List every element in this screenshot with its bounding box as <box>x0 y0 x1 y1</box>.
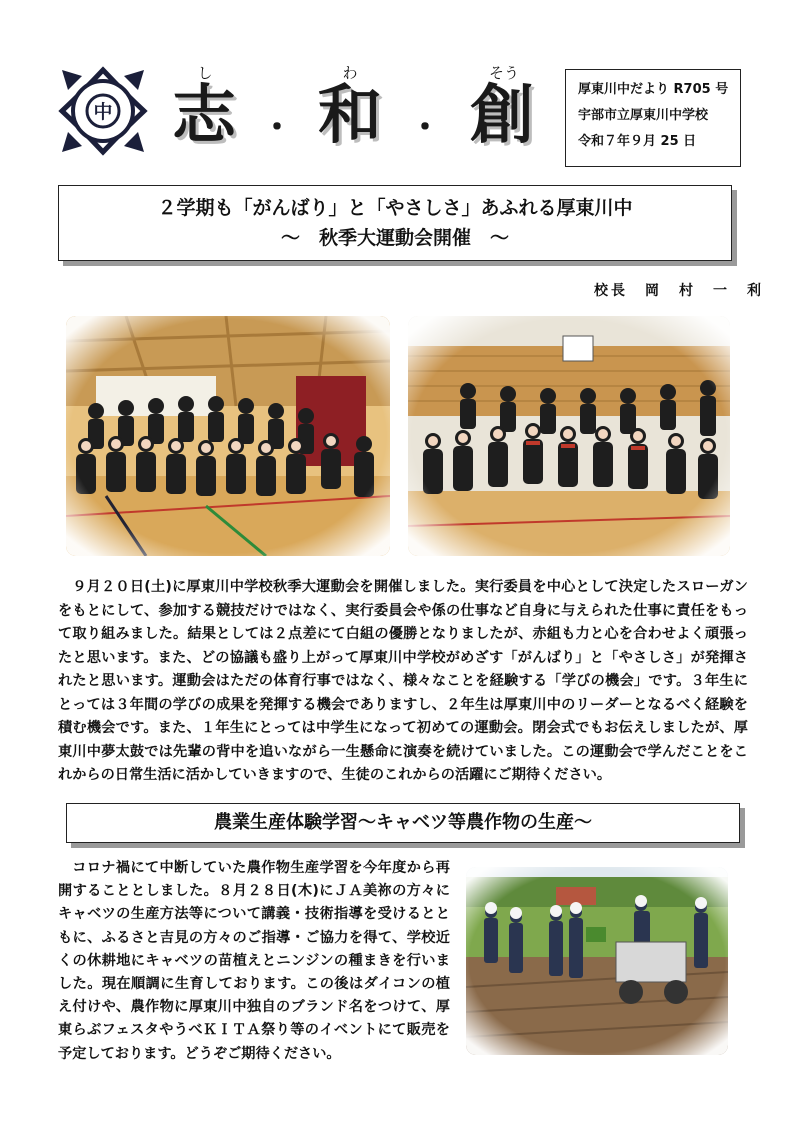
school-name: 宇部市立厚東川中学校 <box>578 108 709 123</box>
title-ruby-3: そう <box>488 64 519 82</box>
title-char-shi: 志 <box>172 78 236 153</box>
article-agriculture-body: コロナ禍にて中断していた農作物生産学習を今年度から再開することとしました。８月２８日(木)にＪＡ美祢の方々にキャベツの生産方法等について講義・技術指導を受けるとともに、ふるさと吉見の方々のご指導・ご協力を得て、学校近くの休耕地にキャベツの苗植えとニンジンの種まきを行いました。現在順調に生育しております。この後はダイコンの植え付けや、農作物に厚東川中独自のブランド名をつけて、厚東らぶフェスタやうべＫＩＴＡ祭り等のイベントにて販売を予定しております。どうぞご期待ください。 <box>58 860 450 1062</box>
emblem-char: 中 <box>93 101 113 123</box>
title-separator-2: ・ <box>408 108 442 148</box>
article-sports-day-body: ９月２０日(土)に厚東川中学校秋季大運動会を開催しました。実行委員を中心として決定したスローガンをもとにして、参加する競技だけではなく、実行委員会や係の仕事など自身に与えられた仕事に責任をもって取り組みました。結果としては２点差にて白組の優勝となりましたが、赤組も力と心を合わせよく頑張ったと思います。また、どの協議も盛り上がって厚東川中学校がめざす「がんばり」と「やさしさ」が発揮されたと思います。運動会はただの体育行事ではなく、様々なことを経験する「学びの機会」です。３年生にとっては３年間の学びの成果を発揮する機会でありますし、２年生は厚東川中のリーダーとなるべく経験を積む機会です。また、１年生にとっては中学生になって初めての運動会。閉会式でもお伝えしましたが、厚東川中夢太鼓では先輩の背中を追いながら一生懸命に演奏を続けていました。この運動会で学んだことをこれからの日常生活に活かしていきますので、生徒のこれからの活躍にご期待ください。 <box>58 579 748 783</box>
farm-planting-photo <box>466 867 728 1055</box>
title-ruby-1: し <box>197 64 213 82</box>
issue-number: 厚東川中だより R705 号 <box>578 82 729 97</box>
school-emblem-logo <box>58 66 148 156</box>
author-principal: 校長 岡 村 一 利 <box>594 283 764 299</box>
title-ruby-2: わ <box>342 64 358 82</box>
section-agriculture-heading: 農業生産体験学習〜キャベツ等農作物の生産〜 <box>66 803 740 843</box>
main-headline-box <box>58 185 732 261</box>
issue-date: 令和７年９月 25 日 <box>578 134 697 149</box>
title-char-wa: 和 <box>318 78 382 153</box>
headline-line-1: ２学期も「がんばり」と「やさしさ」あふれる厚東川中 <box>157 197 633 219</box>
title-separator-1: ・ <box>260 108 294 148</box>
sports-day-photo-2 <box>408 316 730 556</box>
title-char-sou: 創 <box>470 78 534 153</box>
sports-day-photo-1 <box>66 316 390 556</box>
issue-info-box <box>565 69 741 167</box>
headline-line-2: 〜 秋季大運動会開催 〜 <box>280 227 509 249</box>
